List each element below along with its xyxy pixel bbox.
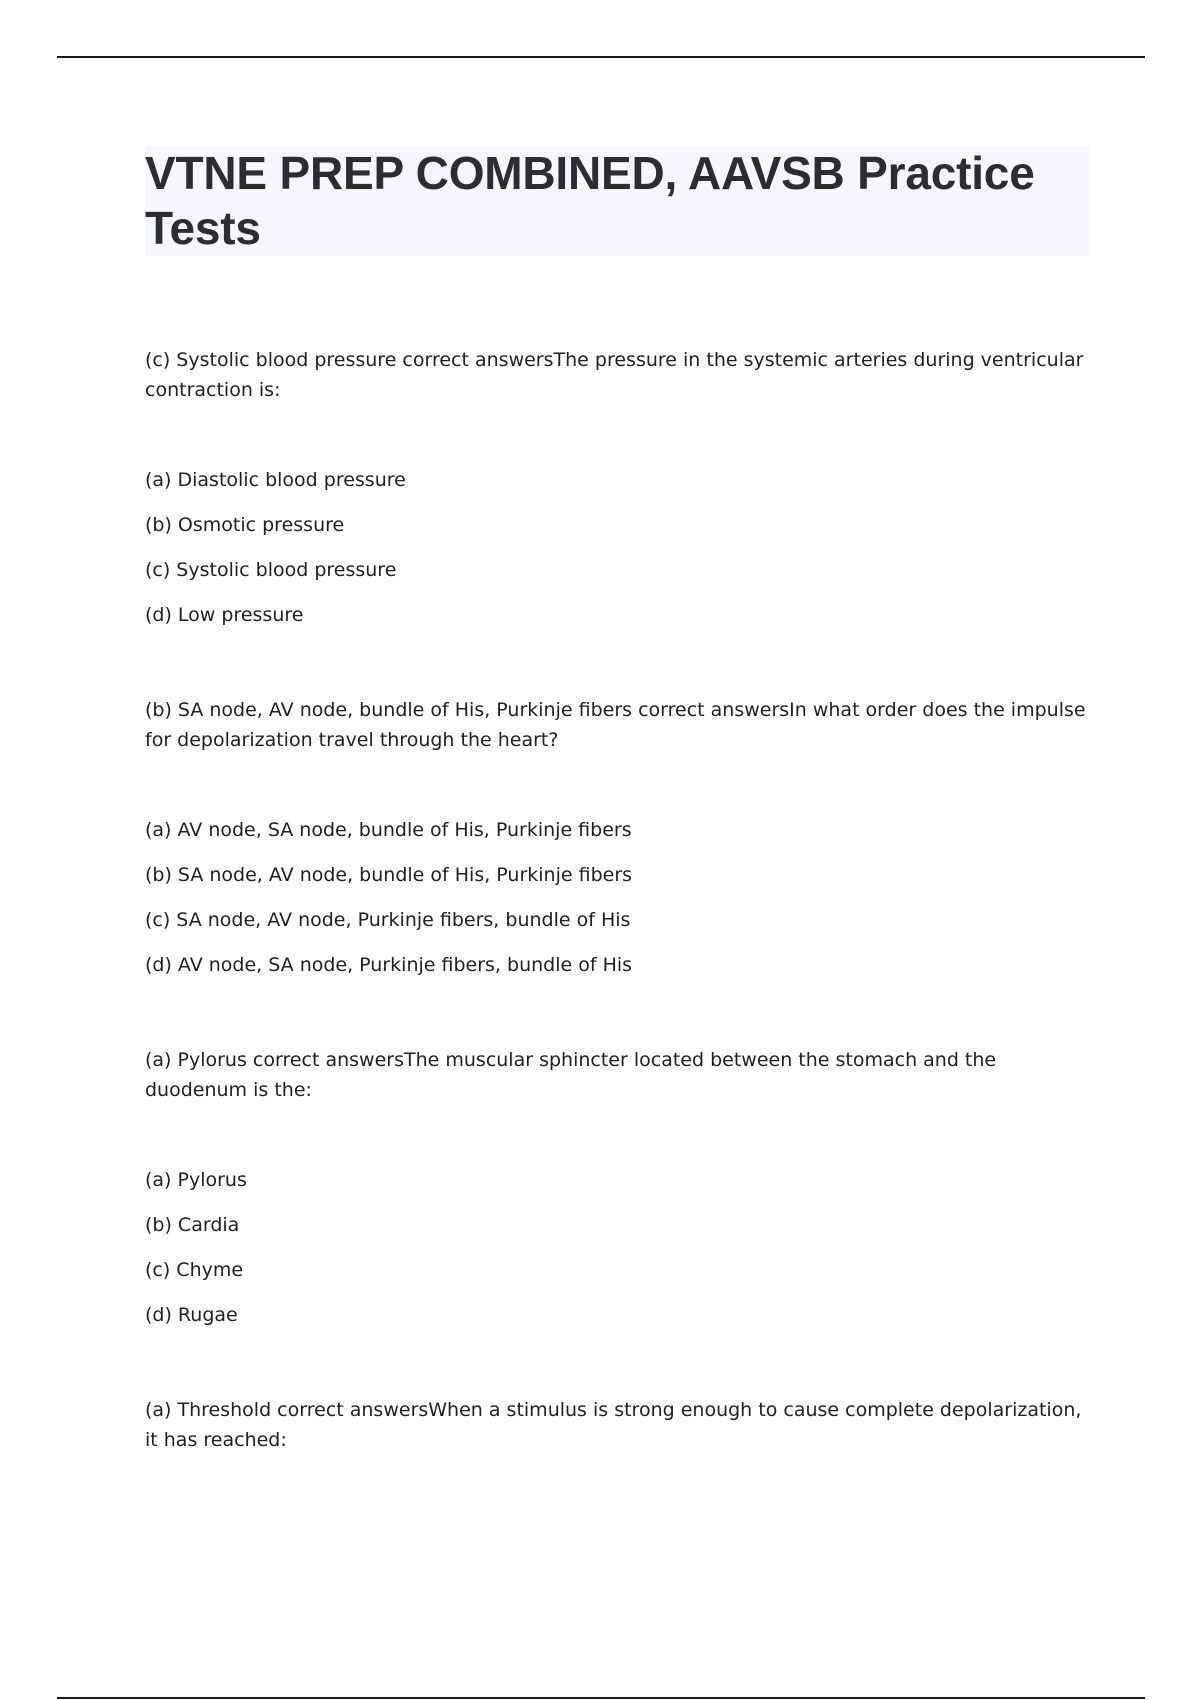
block-spacer [145,995,1090,1045]
question-text: (a) Pylorus correct answersThe muscular sphincter located between the stomach and the duodenum is the: [145,1049,997,1101]
footer-rule [57,1697,1145,1699]
answer-option: (b) Cardia [145,1214,240,1236]
header-rule [57,56,1145,58]
question-block-2 [145,695,1090,980]
question-block-1 [145,345,1090,630]
answer-option: (a) AV node, SA node, bundle of His, Purkinje fibers [145,819,632,841]
question-text: (c) Systolic blood pressure correct answersThe pressure in the systemic arteries during ventricular contraction is: [145,349,1084,401]
answer-option: (c) SA node, AV node, Purkinje fibers, bundle of His [145,909,631,931]
answer-option: (d) Low pressure [145,604,304,626]
question-text: (b) SA node, AV node, bundle of His, Purkinje fibers correct answersIn what order does the impulse for depolarization travel through the heart? [145,699,1086,751]
answer-options [145,815,1090,980]
document-title: VTNE PREP COMBINED, AAVSB Practice Tests [145,147,1035,254]
question-block-4 [145,1395,1090,1455]
question-text: (a) Threshold correct answersWhen a stimulus is strong enough to cause complete depolarization, it has reached: [145,1399,1082,1451]
title-box [145,146,1089,256]
block-spacer [145,645,1090,695]
answer-option: (c) Systolic blood pressure [145,559,397,581]
block-spacer [145,1345,1090,1395]
answer-option: (d) Rugae [145,1304,238,1326]
answer-options [145,1165,1090,1330]
answer-option: (a) Pylorus [145,1169,247,1191]
answer-option: (b) SA node, AV node, bundle of His, Purkinje fibers [145,864,633,886]
answer-option: (d) AV node, SA node, Purkinje fibers, bundle of His [145,954,633,976]
answer-option: (c) Chyme [145,1259,244,1281]
answer-option: (a) Diastolic blood pressure [145,469,406,491]
question-block-3 [145,1045,1090,1330]
document-body [145,345,1090,1515]
answer-options [145,465,1090,630]
answer-option: (b) Osmotic pressure [145,514,345,536]
